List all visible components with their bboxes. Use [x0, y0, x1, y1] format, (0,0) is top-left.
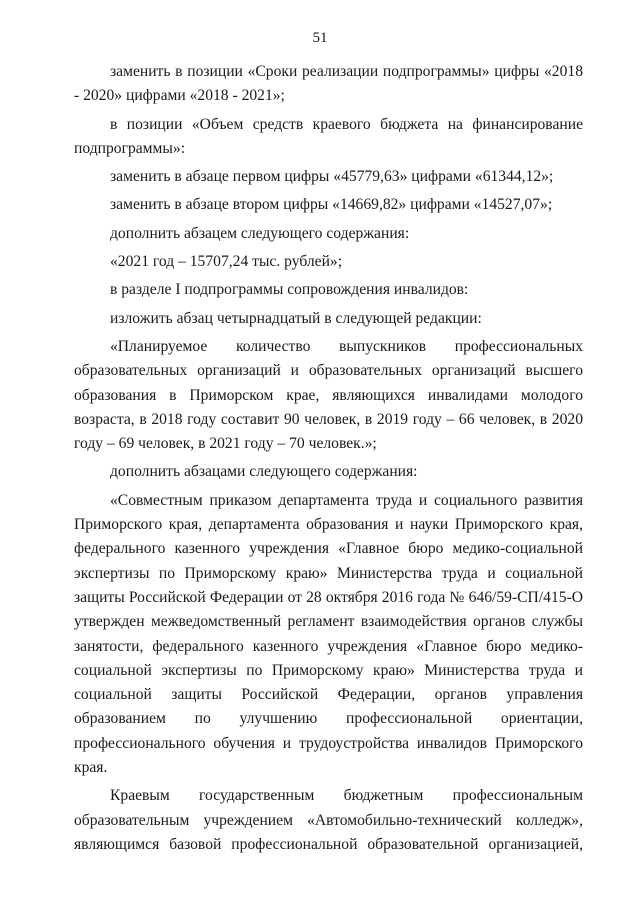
paragraph: в позиции «Объем средств краевого бюджета на финансирование подпрограммы»:	[74, 115, 583, 157]
paragraph: заменить в абзаце втором цифры «14669,82» цифрами «14527,07»;	[110, 196, 553, 214]
paragraph: дополнить абзацами следующего содержания:	[110, 463, 418, 481]
paragraph: заменить в абзаце первом цифры «45779,63» цифрами «61344,12»;	[110, 168, 554, 186]
paragraph: Краевым государственным бюджетным профессиональным образовательным учреждением «Автомобильно-технический колледж», являющимся базовой профессиональной образовательной организацией,	[74, 787, 583, 853]
page-number: 51	[312, 30, 328, 46]
paragraph: дополнить абзацем следующего содержания:	[110, 224, 410, 242]
document-body	[74, 60, 583, 857]
paragraph: в разделе I подпрограммы сопровождения инвалидов:	[110, 281, 469, 299]
paragraph: заменить в позиции «Сроки реализации подпрограммы» цифры «2018 - 2020» цифрами «2018 - 2021»;	[74, 63, 583, 105]
paragraph: «Планируемое количество выпускников профессиональных образовательных организаций и образовательных организаций высшего образования в Приморском крае, являющихся инвалидами молодого возраста, в 2018 году составит 90 человек, в 2019 году – 66 человек, в 2020 году – 69 человек, в 2021 году – 70 человек.»;	[74, 337, 583, 453]
paragraph: изложить абзац четырнадцатый в следующей редакции:	[110, 309, 482, 327]
paragraph: «Совместным приказом департамента труда и социального развития Приморского края, департамента образования и науки Приморского края, федерального казенного учреждения «Главное бюро медико-социальной экспертизы по Приморскому краю» Министерства труда и социальной защиты Российской Федерации от 28 октября 2016 года № 646/59-СП/415-О утвержден межведомственный регламент взаимодействия органов службы занятости, федерального казенного учреждения «Главное бюро медико-социальной экспертизы по Приморскому краю» Министерства труда и социальной защиты Российской Федерации, органов управления образованием по улучшению профессиональной ориентации, профессионального обучения и трудоустройства инвалидов Приморского края.	[74, 491, 583, 777]
paragraph: «2021 год – 15707,24 тыс. рублей»;	[110, 253, 343, 271]
